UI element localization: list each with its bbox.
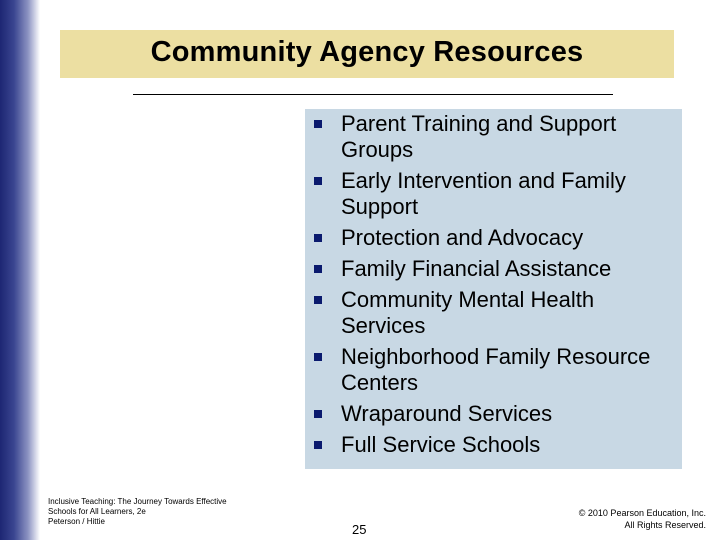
square-bullet-icon — [314, 234, 322, 242]
bullet-item — [305, 256, 682, 282]
bullet-list — [305, 111, 682, 463]
bullet-item — [305, 432, 682, 458]
bullet-text: Protection and Advocacy — [341, 225, 584, 250]
book-citation-line: Schools for All Learners, 2e — [48, 507, 146, 516]
square-bullet-icon — [314, 120, 322, 128]
book-citation — [48, 497, 278, 527]
bullet-text: Parent Training and Support Groups — [341, 111, 617, 162]
title-banner — [60, 30, 674, 78]
bullet-item — [305, 111, 682, 163]
square-bullet-icon — [314, 410, 322, 418]
title-divider — [133, 94, 613, 95]
left-decorative-bar — [0, 0, 40, 540]
page-number: 25 — [352, 522, 367, 537]
bullet-text: Full Service Schools — [341, 432, 541, 457]
book-citation-line: Inclusive Teaching: The Journey Towards Effective — [48, 497, 227, 506]
bullet-item — [305, 344, 682, 396]
copyright-notice — [506, 507, 706, 531]
square-bullet-icon — [314, 177, 322, 185]
slide-title: Community Agency Resources — [150, 35, 584, 68]
bullet-item — [305, 225, 682, 251]
copyright-line: All Rights Reserved. — [624, 520, 706, 530]
bullet-item — [305, 168, 682, 220]
bullet-item — [305, 401, 682, 427]
bullet-text: Neighborhood Family Resource Centers — [341, 344, 651, 395]
bullet-text: Community Mental Health Services — [341, 287, 595, 338]
square-bullet-icon — [314, 353, 322, 361]
copyright-line: © 2010 Pearson Education, Inc. — [578, 508, 706, 518]
bullet-text: Early Intervention and Family Support — [341, 168, 626, 219]
bullet-text: Wraparound Services — [341, 401, 553, 426]
square-bullet-icon — [314, 265, 322, 273]
square-bullet-icon — [314, 441, 322, 449]
square-bullet-icon — [314, 296, 322, 304]
bullet-item — [305, 287, 682, 339]
bullet-text: Family Financial Assistance — [341, 256, 612, 281]
book-citation-line: Peterson / Hittie — [48, 517, 105, 526]
